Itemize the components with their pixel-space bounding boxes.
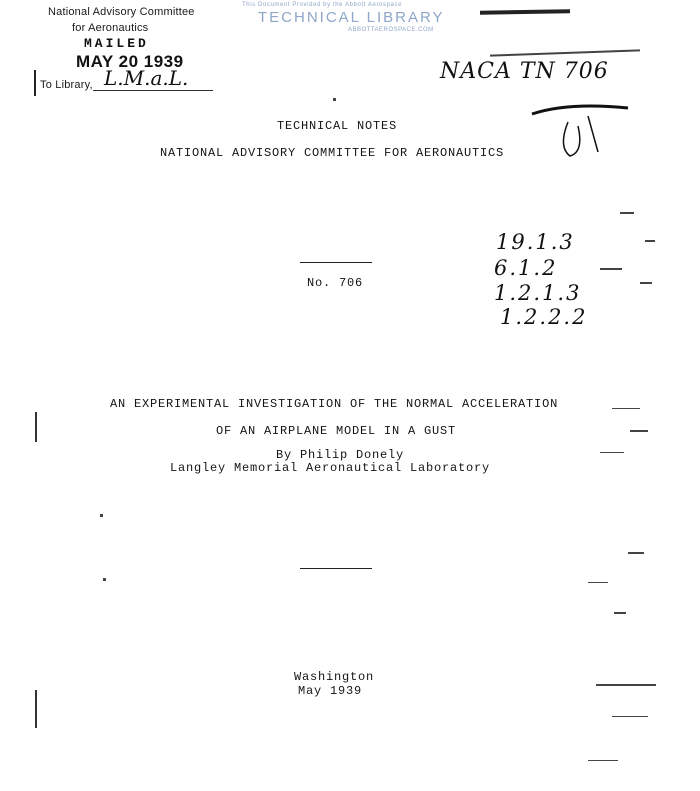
code-4: 1.2.2.2 — [500, 305, 588, 329]
stamp-date: MAY 20 1939 — [76, 52, 184, 71]
speck — [100, 514, 103, 517]
author-affiliation: Langley Memorial Aeronautical Laboratory — [170, 461, 491, 475]
speck — [596, 684, 656, 686]
speck — [588, 760, 618, 761]
code-3: 1.2.1.3 — [494, 281, 582, 305]
margin-mark-1 — [35, 412, 37, 442]
stamp-to-library: To Library, — [40, 79, 93, 91]
speck — [620, 212, 634, 214]
committee-name: NATIONAL ADVISORY COMMITTEE FOR AERONAUTICS — [160, 146, 505, 160]
speck — [614, 612, 626, 614]
code-2: 6.1.2 — [494, 256, 558, 280]
speck — [103, 578, 106, 581]
rule-bottom — [300, 568, 372, 569]
watermark-title: TECHNICAL LIBRARY — [258, 9, 445, 26]
title-line-2: OF AN AIRPLANE MODEL IN A GUST — [216, 424, 457, 438]
speck — [630, 430, 648, 432]
speck — [640, 282, 652, 284]
speck — [333, 98, 336, 101]
speck — [612, 408, 640, 409]
footer-date: May 1939 — [298, 684, 363, 698]
stamp-signature: L.M.a.L. — [104, 66, 189, 90]
title-line-1: AN EXPERIMENTAL INVESTIGATION OF THE NORMAL ACCELERATION — [110, 397, 559, 411]
watermark-top-line: This Document Provided by the Abbott Aerospace — [242, 2, 403, 8]
speck — [600, 268, 622, 270]
speck — [628, 552, 644, 554]
series-title: TECHNICAL NOTES — [277, 119, 398, 133]
footer-place: Washington — [294, 670, 375, 684]
speck — [600, 452, 624, 453]
stamp-aeronautics-line: for Aeronautics — [72, 22, 149, 34]
report-id-handwritten: NACA TN 706 — [440, 59, 609, 84]
stamp-bracket — [34, 70, 36, 96]
speck — [588, 582, 608, 583]
rule-top — [300, 262, 372, 263]
scribble-top — [480, 9, 570, 15]
code-1: 19.1.3 — [496, 230, 575, 254]
author-byline: By Philip Donely — [276, 448, 405, 462]
margin-mark-2 — [35, 690, 37, 728]
speck — [645, 240, 655, 242]
scribble-mid — [490, 49, 640, 56]
stamp-signature-line — [93, 90, 213, 91]
speck — [612, 716, 648, 717]
report-number: No. 706 — [307, 276, 364, 290]
stamp-committee-line: National Advisory Committee — [48, 6, 195, 18]
stamp-mailed: MAILED — [84, 36, 149, 51]
handwritten-mark — [528, 92, 638, 162]
watermark-url: ABBOTTAEROSPACE.COM — [348, 27, 434, 33]
